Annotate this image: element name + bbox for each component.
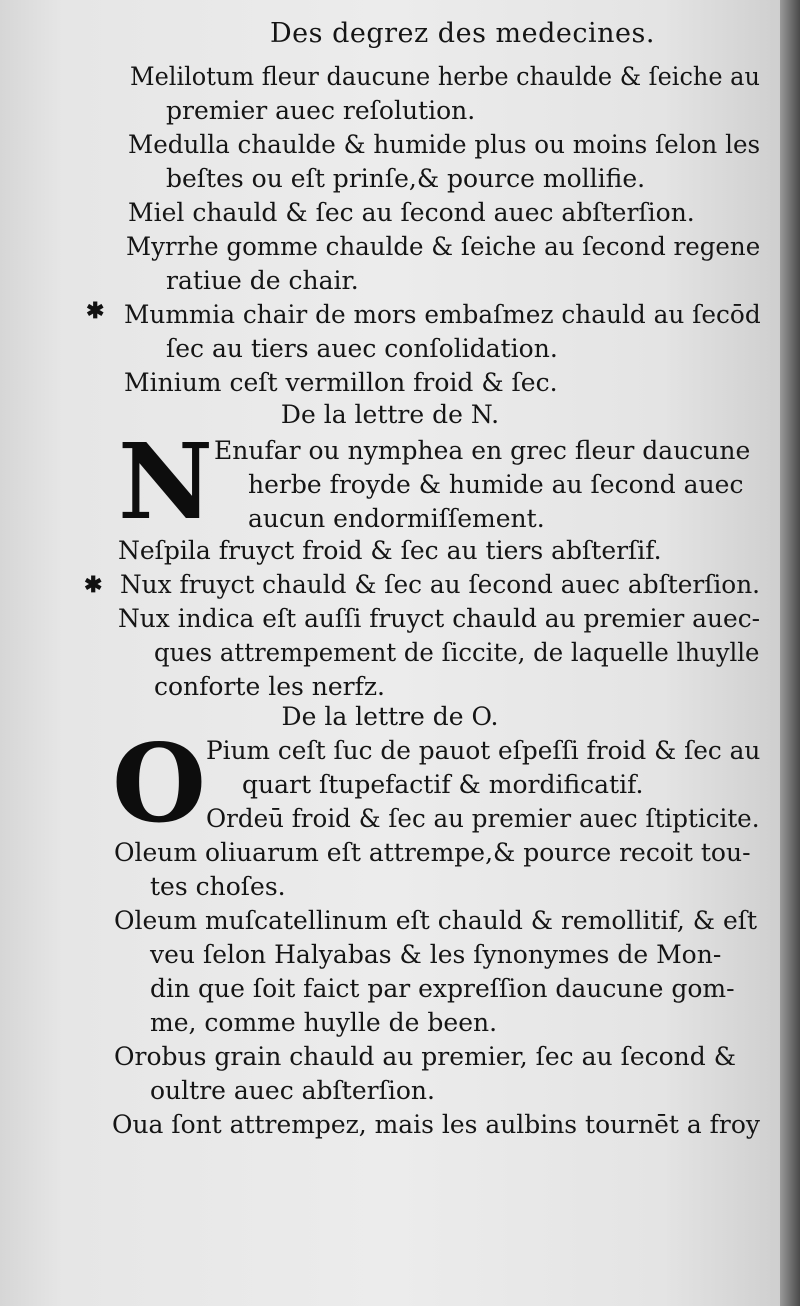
- entry-line: ques attrempement de ſiccite, de laquelle lhuylle: [154, 638, 760, 667]
- entry-line: herbe froyde & humide au ſecond auec: [248, 470, 744, 499]
- entry-line: Oleum muſcatellinum eſt chauld & remollitif, & eſt: [114, 906, 758, 935]
- entry-line: beſtes ou eſt prinſe,& pource mollifie.: [166, 164, 646, 193]
- entry-line: conforte les nerfz.: [154, 672, 385, 701]
- entry-line: ratiue de chair.: [166, 266, 359, 295]
- entry-line: tes choſes.: [150, 872, 286, 901]
- entry-line: din que ſoit faict par expreſſion daucune gom-: [150, 974, 735, 1003]
- running-header: Des degrez des medecines.: [270, 18, 655, 49]
- entry-line: premier auec reſolution.: [166, 96, 476, 125]
- entry-line: quart ſtupefactif & mordificatif.: [242, 770, 644, 799]
- entry-line: Nux fruyct chauld & ſec au ſecond auec abſterſion.: [120, 570, 761, 599]
- dropcap-o: O: [112, 721, 207, 847]
- section-heading-n: De la lettre de N.: [280, 400, 500, 429]
- entry-line: Minium ceſt vermillon froid & ſec.: [124, 368, 558, 397]
- entry-line: Ordeū froid & ſec au premier auec ſtipticite.: [206, 804, 760, 833]
- entry-line: Enufar ou nymphea en grec fleur daucune: [214, 436, 751, 465]
- entry-line: Nux indica eſt auſſi fruyct chauld au premier auec-: [118, 604, 761, 633]
- entry-line: Medulla chaulde & humide plus ou moins ſelon les: [128, 130, 761, 159]
- entry-line: Oua ſont attrempez, mais les aulbins tournēt a froy: [112, 1110, 760, 1139]
- section-heading-o: De la lettre de O.: [281, 702, 499, 731]
- entry-line: Oleum oliuarum eſt attrempe,& pource recoit tou-: [114, 838, 751, 867]
- entry-line: Mummia chair de mors embaſmez chauld au ſecōd: [124, 300, 761, 329]
- entry-line: Orobus grain chauld au premier, ſec au ſecond &: [114, 1042, 736, 1071]
- entry-line: aucun endormiſſement.: [248, 504, 545, 533]
- page-edge-shadow: [780, 0, 800, 1306]
- entry-line: oultre auec abſterſion.: [150, 1076, 435, 1105]
- entry-line: Melilotum fleur daucune herbe chaulde & ſeiche au: [130, 62, 760, 91]
- entry-line: Pium ceſt ſuc de pauot eſpeſſi froid & ſec au: [206, 736, 761, 765]
- entry-line: Myrrhe gomme chaulde & ſeiche au ſecond regene: [126, 232, 761, 261]
- margin-asterisk-mark: ✱: [86, 298, 105, 324]
- dropcap-n: N: [118, 420, 214, 543]
- entry-line: me, comme huylle de been.: [150, 1008, 498, 1037]
- margin-asterisk-mark: ✱: [84, 572, 103, 598]
- entry-line: ſec au tiers auec conſolidation.: [166, 334, 558, 363]
- entry-line: veu ſelon Halyabas & les ſynonymes de Mon-: [150, 940, 722, 969]
- entry-line: Neſpila fruyct froid & ſec au tiers abſterſif.: [118, 536, 662, 565]
- entry-line: Miel chauld & ſec au ſecond auec abſterſion.: [128, 198, 695, 227]
